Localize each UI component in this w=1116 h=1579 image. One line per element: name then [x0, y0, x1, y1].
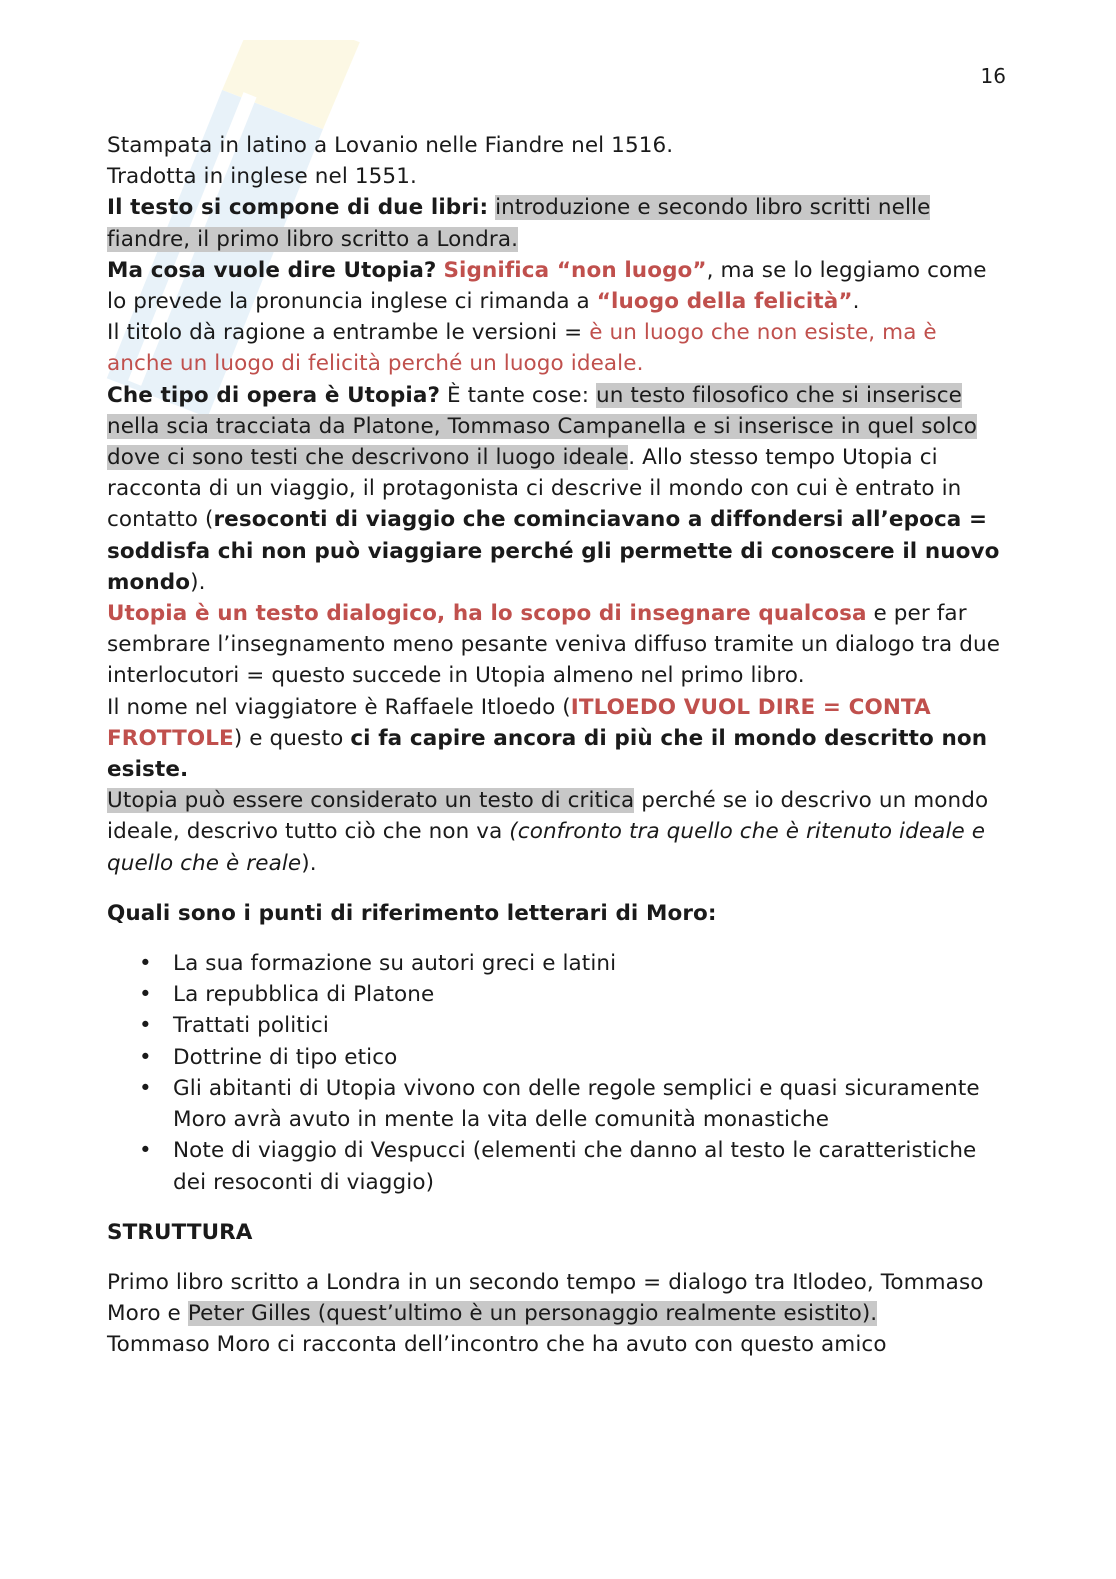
text: Il nome nel viaggiatore è Raffaele Itloedo (: [107, 694, 571, 720]
text: , ma se lo leggiamo come lo prevede la pronuncia inglese ci rimanda a: [107, 257, 987, 315]
paragraph-title-reason: [107, 317, 1007, 379]
paragraph-first-book: [107, 1267, 1007, 1329]
text: e per far sembrare l’insegnamento meno pesante veniva diffuso tramite un dialogo tra due interlocutori = questo succede in Utopia almeno nel primo libro.: [107, 601, 1001, 689]
red-text: è un luogo che non esiste, ma è anche un luogo di felicità perché un luogo ideale.: [107, 320, 937, 377]
paragraph-meaning: [107, 255, 1007, 317]
document-body: [107, 130, 1007, 1361]
text: Tradotta in inglese nel 1551.: [107, 164, 417, 190]
refs-list: [107, 948, 1007, 1198]
red-bold-text: ITLOEDO VUOL DIRE = CONTA FROTTOLE: [107, 694, 931, 751]
text: .: [852, 289, 860, 315]
text: Primo libro scritto a Londra in un secondo tempo = dialogo tra Itlodeo, Tommaso Moro e: [107, 1269, 984, 1327]
text: Stampata in latino a Lovanio nelle Fiandre nel 1516.: [107, 133, 674, 158]
red-bold-text: “luogo della felicità”: [596, 289, 853, 315]
paragraph-traveller: [107, 692, 1007, 786]
bold-text: ci fa capire ancora di più che il mondo descritto non esiste.: [107, 725, 988, 783]
list-item: • Dottrine di tipo etico: [173, 1042, 1007, 1073]
paragraph-print-date: [107, 130, 1007, 192]
bold-text: Ma cosa vuole dire Utopia?: [107, 257, 437, 283]
bold-text: Che tipo di opera è Utopia?: [107, 382, 441, 408]
text: ).: [301, 850, 317, 876]
red-bold-text: Significa “non luogo”: [443, 257, 707, 283]
text: È tante cose:: [440, 382, 597, 408]
highlighted-text: introduzione e secondo libro scritti nelle fiandre, il primo libro scritto a Londra.: [107, 195, 931, 252]
text: ) e questo: [233, 725, 351, 751]
text: perché se io descrivo un mondo ideale, descrivo tutto ciò che non va: [107, 788, 989, 845]
text: Il titolo dà ragione a entrambe le versioni =: [107, 320, 590, 346]
bold-text: resoconti di viaggio che cominciavano a diffondersi all’epoca = soddisfa chi non può viaggiare perché gli permette di conoscere il nuovo mondo: [107, 507, 1000, 595]
highlighted-text: Peter Gilles (quest’ultimo è un personaggio realmente esistito).: [187, 1301, 878, 1327]
list-item: • La repubblica di Platone: [173, 979, 1007, 1010]
bold-text: Il testo si compone di due libri:: [107, 195, 489, 221]
paragraph-critique: [107, 785, 1007, 879]
text: ).: [190, 569, 206, 595]
list-item: • Note di viaggio di Vespucci (elementi che danno al testo le caratteristiche dei resoconti di viaggio): [173, 1135, 1007, 1197]
paragraph-dialogic: [107, 598, 1007, 692]
italic-text: (confronto tra quello che è ritenuto ideale e quello che è reale: [107, 819, 986, 876]
section-heading: STRUTTURA: [107, 1219, 253, 1245]
paragraph-work-type: [107, 380, 1007, 598]
page-number: 16: [980, 64, 1006, 88]
list-item: • La sua formazione su autori greci e latini: [173, 948, 1007, 979]
highlighted-text: un testo filosofico che si inserisce nella scia tracciata da Platone, Tommaso Campanella e si inserisce in quel solco dove ci sono testi che descrivono il luogo ideale: [107, 382, 978, 471]
paragraph-two-books: [107, 192, 1007, 254]
red-bold-text: Utopia è un testo dialogico, ha lo scopo di insegnare qualcosa: [107, 601, 867, 627]
list-item: • Trattati politici: [173, 1010, 1007, 1041]
paragraph-meeting: Tommaso Moro ci racconta dell’incontro che ha avuto con questo amico: [107, 1332, 887, 1358]
highlighted-text: Utopia può essere considerato un testo di critica: [107, 788, 635, 814]
text: . Allo stesso tempo Utopia ci racconta di un viaggio, il protagonista ci descrive il mondo con cui è entrato in contatto (: [107, 445, 962, 533]
refs-heading: Quali sono i punti di riferimento letterari di Moro:: [107, 900, 717, 926]
list-item: • Gli abitanti di Utopia vivono con delle regole semplici e quasi sicuramente Moro avrà avuto in mente la vita delle comunità monastiche: [173, 1073, 1007, 1135]
